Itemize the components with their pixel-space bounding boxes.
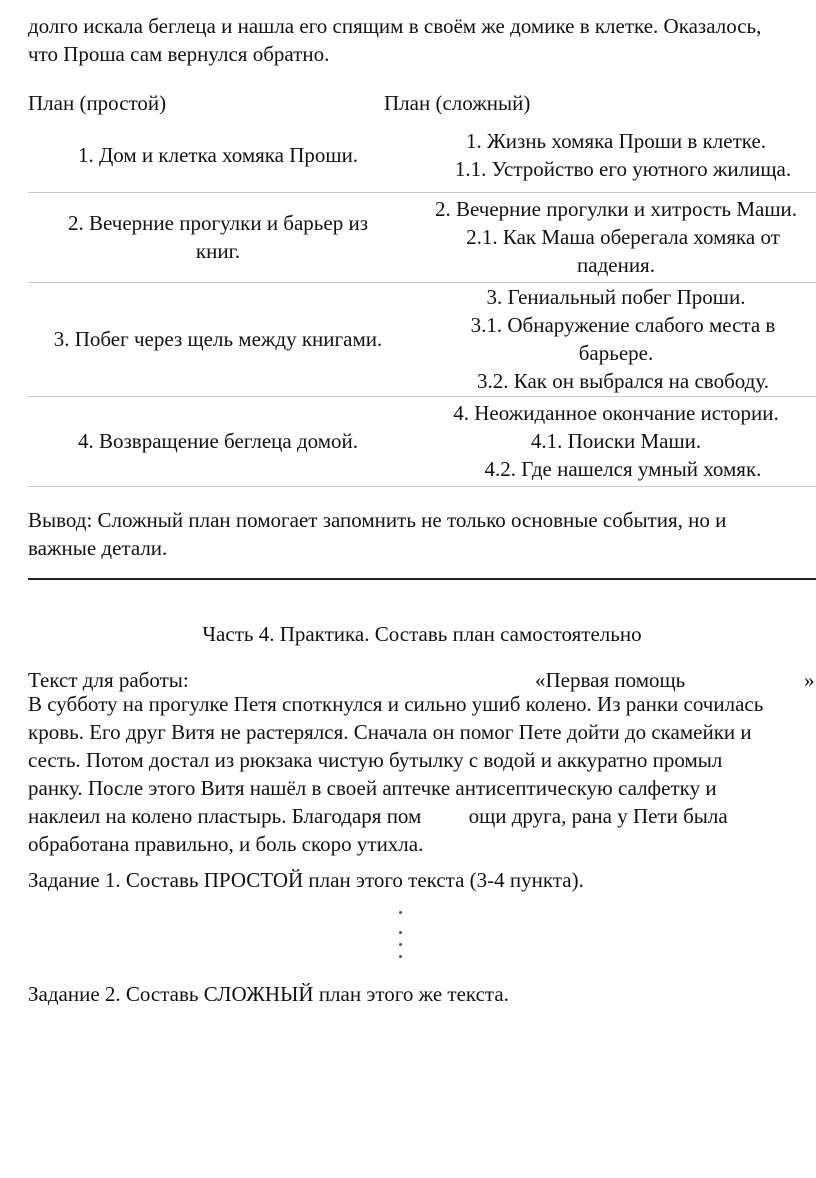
cell-line: 3.1. Обнаружение слабого места в — [470, 313, 776, 337]
task-1: Задание 1. Составь ПРОСТОЙ план этого текста (3-4 пункта). — [28, 868, 584, 892]
table-row — [28, 396, 816, 487]
cell-line: падения. — [577, 253, 655, 277]
intro-line: долго искала беглеца и нашла его спящим в своём же домике в клетке. Оказалось, — [28, 14, 762, 38]
cell-line: 3.2. Как он выбрался на свободу. — [477, 369, 769, 393]
placeholder-dot — [399, 931, 402, 934]
placeholder-dot — [399, 955, 402, 958]
cell-line: 2. Вечерние прогулки и барьер из — [67, 211, 368, 235]
complex-plan-cell — [416, 118, 816, 192]
header-complex-plan: План (сложный) — [384, 91, 531, 115]
cell-line: 4. Неожиданное окончание истории. — [453, 401, 779, 425]
complex-plan-cell — [416, 282, 816, 396]
table-row — [28, 118, 816, 193]
work-text-line: В субботу на прогулке Петя споткнулся и сильно ушиб колено. Из ранки сочилась — [28, 692, 764, 716]
header-simple-plan: План (простой) — [28, 91, 167, 115]
cell-line: 3. Гениальный побег Проши. — [486, 285, 746, 309]
cell-line: 1.1. Устройство его уютного жилища. — [454, 157, 792, 181]
simple-plan-cell — [28, 396, 408, 486]
work-text-line: наклеил на колено пластырь. Благодаря пом ощи друга, рана у Пети была — [28, 804, 728, 828]
section-divider — [28, 578, 816, 580]
placeholder-dot — [399, 943, 402, 946]
simple-plan-cell — [28, 192, 408, 282]
simple-plan-cell — [28, 118, 408, 192]
cell-line: 4. Возвращение беглеца домой. — [77, 429, 359, 453]
work-text-body — [28, 690, 816, 858]
work-text-line: кровь. Его друг Витя не растерялся. Сначала он помог Пете дойти до скамейки и — [28, 720, 752, 744]
placeholder-dot — [399, 911, 402, 914]
cell-line: 1. Дом и клетка хомяка Проши. — [77, 143, 359, 167]
work-text-title: «Первая помощь — [535, 668, 686, 692]
cell-line: барьере. — [578, 341, 654, 365]
cell-line: 4.1. Поиски Маши. — [530, 429, 702, 453]
task-2: Задание 2. Составь СЛОЖНЫЙ план этого же текста. — [28, 982, 509, 1006]
cell-line: 1. Жизнь хомяка Проши в клетке. — [465, 129, 767, 153]
conclusion-paragraph — [28, 506, 816, 562]
complex-plan-cell — [416, 192, 816, 282]
part4-title: Часть 4. Практика. Составь план самостоятельно — [202, 622, 642, 646]
cell-line: книг. — [195, 239, 241, 263]
cell-line: 3. Побег через щель между книгами. — [53, 327, 383, 351]
simple-plan-cell — [28, 282, 408, 396]
work-text-label: Текст для работы: — [28, 668, 189, 692]
conclusion-line: Вывод: Сложный план помогает запомнить не только основные события, но и — [28, 508, 727, 532]
cell-line: 4.2. Где нашелся умный хомяк. — [484, 457, 762, 481]
complex-plan-cell — [416, 396, 816, 486]
conclusion-line: важные детали. — [28, 536, 168, 560]
work-text-line: обработана правильно, и боль скоро утихла. — [28, 832, 424, 856]
intro-paragraph — [28, 12, 816, 68]
work-text-line: ранку. После этого Витя нашёл в своей аптечке антисептическую салфетку и — [28, 776, 717, 800]
cell-line: 2.1. Как Маша оберегала хомяка от — [466, 225, 780, 249]
work-text-title-close: » — [804, 668, 815, 692]
table-row — [28, 192, 816, 283]
intro-line: что Проша сам вернулся обратно. — [28, 42, 330, 66]
table-row — [28, 282, 816, 397]
cell-line: 2. Вечерние прогулки и хитрость Маши. — [435, 197, 797, 221]
work-text-line: сесть. Потом достал из рюкзака чистую бутылку с водой и аккуратно промыл — [28, 748, 723, 772]
